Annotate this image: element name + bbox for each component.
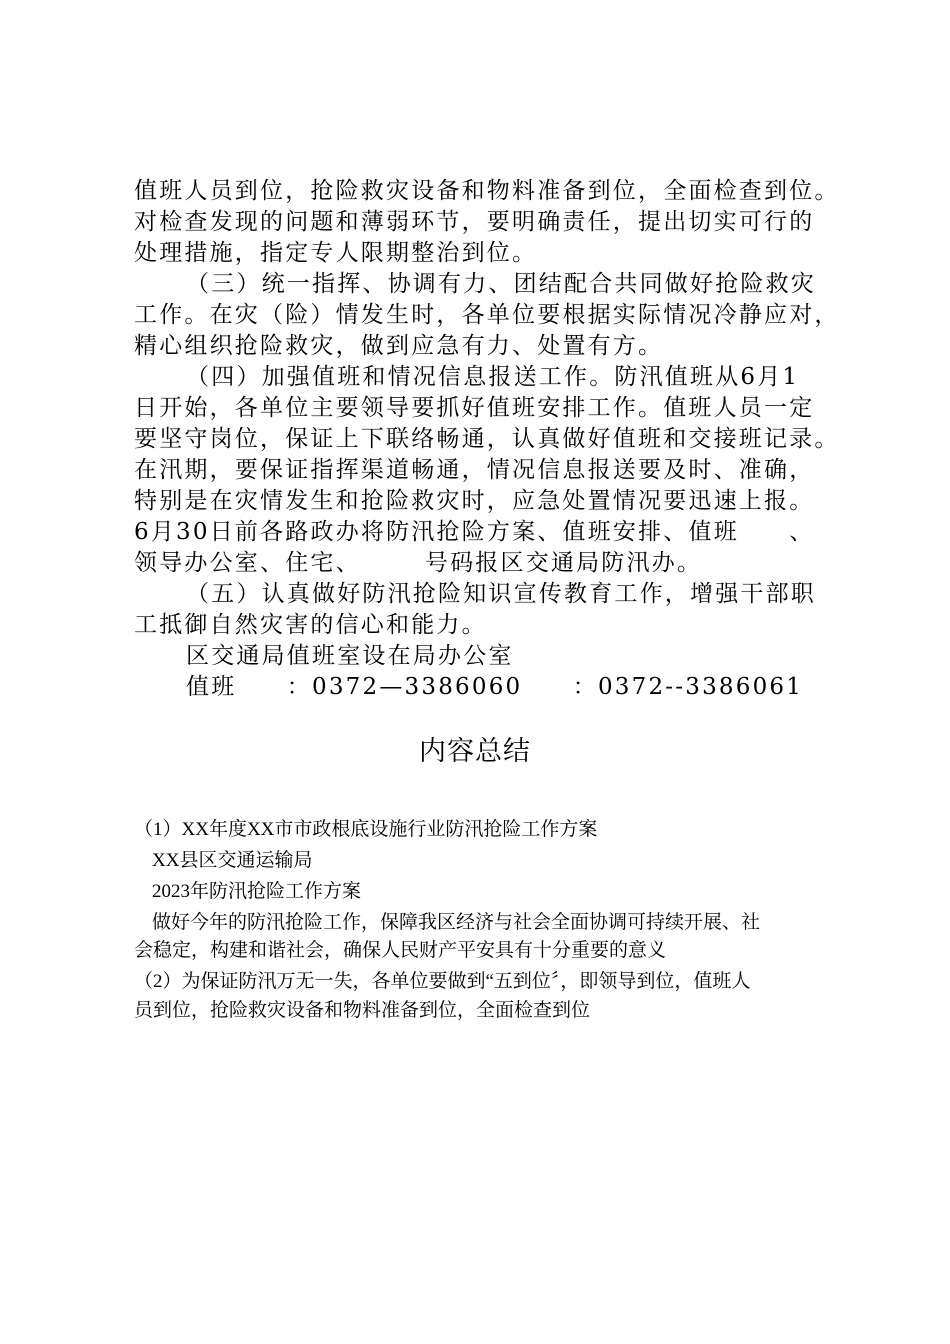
- body-line: 在汛期，要保证指挥渠道畅通，情况信息报送要及时、准确，: [134, 457, 815, 483]
- body-line: 值班人员到位，抢险救灾设备和物料准备到位，全面检查到位。: [134, 178, 840, 204]
- body-line: （五）认真做好防汛抢险知识宣传教育工作，增强干部职: [186, 581, 816, 607]
- body-line: 对检查发现的问题和薄弱环节，要明确责任，提出切实可行的: [134, 209, 815, 235]
- summary-line: （1）XX年度XX市市政根底设施行业防汛抢险工作方案: [134, 819, 598, 840]
- body-line: 精心组织抢险救灾，做到应急有力、处置有方。: [134, 333, 664, 359]
- body-line: 日开始，各单位主要领导要抓好值班安排工作。值班人员一定: [134, 395, 815, 421]
- summary-line: 员到位，抢险救灾设备和物料准备到位，全面检查到位: [134, 1000, 591, 1021]
- body-line: 6月30日前各路政办将防汛抢险方案、值班安排、值班 、: [134, 519, 815, 545]
- body-line: 工作。在灾（险）情发生时，各单位要根据实际情况冷静应对，: [134, 302, 840, 328]
- summary-line: XX县区交通运输局: [152, 850, 313, 871]
- summary-line: 2023年防汛抢险工作方案: [152, 881, 362, 902]
- duty-phone-line: 值班 ：0372—3386060 ：0372--3386061: [186, 674, 804, 700]
- body-line: 特别是在灾情发生和抢险救灾时，应急处置情况要迅速上报。: [134, 488, 815, 514]
- summary-line: （2）为保证防汛万无一失，各单位要做到“五到位〞，即领导到位，值班人: [134, 971, 751, 992]
- summary-line: 会稳定，构建和谐社会，确保人民财产平安具有十分重要的意义: [134, 940, 667, 961]
- summary-heading: 内容总结: [419, 736, 531, 767]
- body-line: （三）统一指挥、协调有力、团结配合共同做好抢险救灾: [186, 271, 816, 297]
- body-line: （四）加强值班和情况信息报送工作。防汛值班从6月1: [186, 364, 800, 390]
- body-line: 区交通局值班室设在局办公室: [186, 643, 514, 669]
- summary-line: 做好今年的防汛抢险工作，保障我区经济与社会全面协调可持续开展、社: [152, 912, 761, 933]
- body-line: 工抵御自然灾害的信心和能力。: [134, 612, 487, 638]
- body-line: 领导办公室、住宅、 号码报区交通局防汛办。: [134, 550, 703, 576]
- body-line: 处理措施，指定专人限期整治到位。: [134, 240, 538, 266]
- body-line: 要坚守岗位，保证上下联络畅通，认真做好值班和交接班记录。: [134, 426, 840, 452]
